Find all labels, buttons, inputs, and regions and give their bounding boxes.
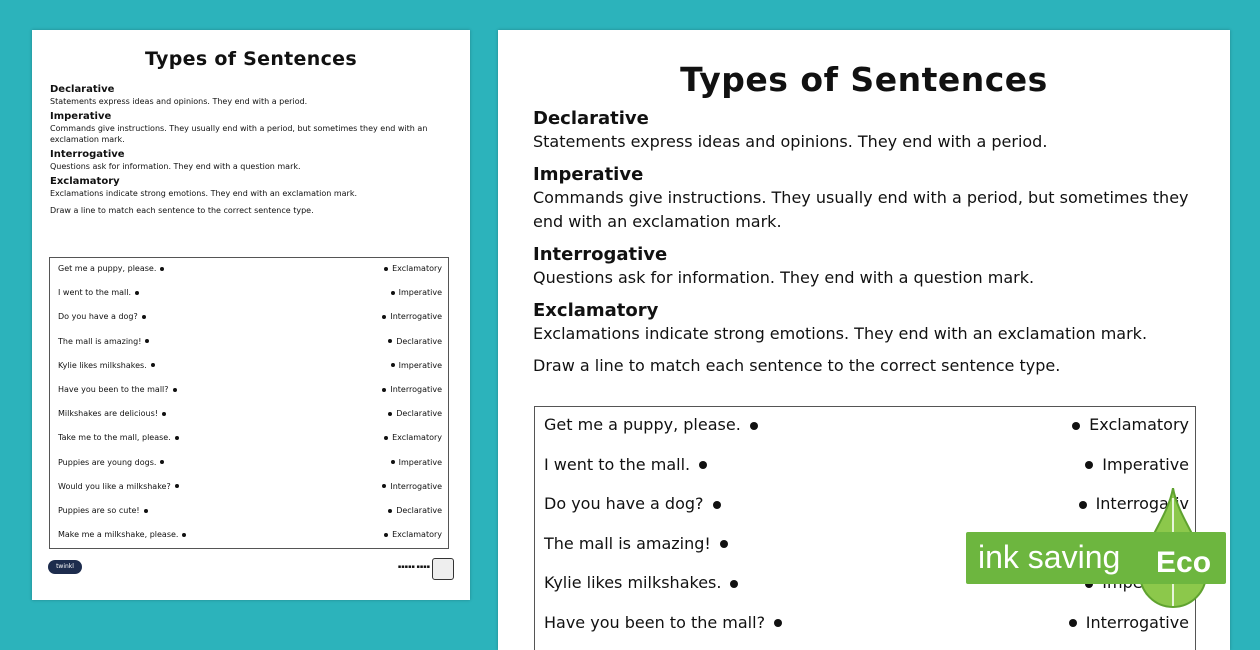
text-declarative: Statements express ideas and opinions. They end with a period. (533, 132, 1048, 151)
match-dot[interactable] (142, 315, 146, 319)
sentence (544, 573, 747, 592)
match-dot[interactable] (144, 509, 148, 513)
match-row (58, 478, 442, 498)
sentence-type (387, 361, 442, 370)
text-exclamatory: Exclamations indicate strong emotions. They end with an exclamation mark. (50, 189, 358, 198)
match-dot[interactable] (175, 484, 179, 488)
sentence-type (380, 264, 442, 273)
heading-interrogative: Interrogative (533, 244, 668, 265)
match-dot[interactable] (160, 267, 164, 271)
match-dot[interactable] (151, 363, 155, 367)
footer (48, 558, 454, 578)
sentence (544, 455, 716, 474)
eco-label: Eco (1156, 546, 1212, 579)
sentence (58, 288, 143, 297)
heading-declarative: Declarative (533, 108, 649, 129)
type-text: Declarative (396, 409, 442, 419)
sentence (544, 613, 791, 632)
match-dot[interactable] (382, 484, 386, 488)
match-dot[interactable] (384, 267, 388, 271)
match-row (544, 411, 1189, 441)
type-text: Exclamatory (392, 433, 442, 443)
match-dot[interactable] (162, 412, 166, 416)
sentence (544, 415, 767, 434)
sentence (58, 458, 168, 467)
match-row (58, 333, 442, 353)
match-dot[interactable] (382, 315, 386, 319)
heading-exclamatory: Exclamatory (533, 300, 659, 321)
ink-saving-badge[interactable] (966, 488, 1260, 618)
sentence (58, 409, 170, 418)
heading-interrogative: Interrogative (50, 149, 125, 160)
sentence-text: Puppies are young dogs. (58, 457, 157, 467)
match-row (58, 308, 442, 328)
match-dot[interactable] (145, 339, 149, 343)
ink-saving-label: ink saving (978, 539, 1121, 575)
page-title: Types of Sentences (145, 48, 357, 70)
sentence (544, 534, 737, 553)
sentence (58, 530, 190, 539)
type-text: Exclamatory (392, 264, 442, 273)
match-row (544, 451, 1189, 481)
type-text: Imperative (398, 288, 442, 298)
match-dot[interactable] (382, 388, 386, 392)
sentence-text: Do you have a dog? (544, 494, 704, 513)
sentence-type (380, 530, 442, 539)
heading-exclamatory: Exclamatory (50, 176, 120, 187)
sentence-text: Make me a milkshake, please. (58, 530, 179, 540)
match-row (58, 526, 442, 546)
sentence-text: I went to the mall. (58, 288, 132, 298)
sentence-text: Take me to the mall, please. (58, 433, 171, 443)
sentence (58, 264, 168, 273)
sentence-text: Kylie likes milkshakes. (58, 360, 147, 370)
match-dot[interactable] (388, 339, 392, 343)
match-dot[interactable] (750, 422, 758, 430)
sentence (58, 506, 152, 515)
match-dot[interactable] (391, 291, 395, 295)
sentence-text: Have you been to the mall? (58, 385, 169, 394)
sentence (58, 482, 183, 491)
sentence-type (1063, 415, 1189, 434)
type-text: Imperative (398, 360, 442, 370)
sentence-type (1076, 455, 1189, 474)
match-dot[interactable] (384, 436, 388, 440)
sentence-text: Have you been to the mall? (544, 612, 766, 632)
printer-icon (432, 558, 454, 580)
definitions-large (533, 108, 1193, 378)
match-dot[interactable] (135, 291, 139, 295)
heading-declarative: Declarative (50, 84, 115, 95)
type-text: Interrogativ (1095, 494, 1189, 513)
sentence-type (378, 482, 442, 491)
instruction: Draw a line to match each sentence to the correct sentence type. (50, 206, 314, 215)
heading-imperative: Imperative (50, 111, 112, 122)
sentence-text: Milkshakes are delicious! (58, 409, 158, 419)
match-row (58, 502, 442, 522)
sentence (58, 337, 153, 346)
sentence (58, 312, 150, 321)
match-row (58, 284, 442, 304)
text-interrogative: Questions ask for information. They end with a question mark. (533, 268, 1035, 287)
sentence (58, 433, 183, 442)
match-dot[interactable] (388, 509, 392, 513)
footer-text: ▪▪▪▪▪ ▪▪▪▪ (397, 564, 430, 570)
type-text: Interrogative (390, 385, 442, 394)
sentence-text: I went to the mall. (544, 454, 691, 474)
twinkl-logo: twinkl (48, 560, 82, 574)
heading-imperative: Imperative (533, 164, 644, 185)
match-dot[interactable] (384, 533, 388, 537)
text-imperative: Commands give instructions. They usually end with a period, but sometimes they end with an exclamation mark. (533, 188, 1189, 231)
sentence-text: The mall is amazing! (58, 336, 142, 346)
match-dot[interactable] (182, 533, 186, 537)
sentence (58, 385, 181, 394)
match-dot[interactable] (1072, 422, 1080, 430)
type-text: Declarative (396, 506, 442, 515)
definitions (50, 80, 454, 216)
match-row (58, 429, 442, 449)
sentence-type (384, 409, 442, 418)
instruction: Draw a line to match each sentence to the correct sentence type. (533, 356, 1061, 375)
type-text: Imperative (398, 457, 442, 467)
text-exclamatory: Exclamations indicate strong emotions. They end with an exclamation mark. (533, 324, 1148, 343)
sentence-text: Would you like a milkshake? (58, 481, 171, 491)
sentence (58, 361, 159, 370)
text-declarative: Statements express ideas and opinions. They end with a period. (50, 97, 308, 106)
match-dot[interactable] (1085, 461, 1093, 469)
match-row (58, 381, 442, 401)
match-dot[interactable] (699, 461, 707, 469)
match-dot[interactable] (774, 619, 782, 627)
match-dot[interactable] (175, 436, 179, 440)
worksheet-thumbnail[interactable] (32, 30, 470, 600)
sentence-text: Puppies are so cute! (58, 506, 140, 515)
type-text: Interrogative (1085, 612, 1189, 632)
match-dot[interactable] (720, 540, 728, 548)
sentence-type (380, 433, 442, 442)
matching-box (49, 257, 449, 549)
sentence-text: Do you have a dog? (58, 312, 138, 322)
sentence-type (378, 312, 442, 321)
match-dot[interactable] (391, 363, 395, 367)
match-dot[interactable] (391, 460, 395, 464)
match-dot[interactable] (730, 580, 738, 588)
text-interrogative: Questions ask for information. They end with a question mark. (50, 162, 301, 171)
type-text: Exclamatory (1089, 415, 1189, 434)
match-row (58, 405, 442, 425)
sentence-type (387, 458, 442, 467)
page-title-large: Types of Sentences (680, 60, 1048, 99)
match-row (58, 454, 442, 474)
sentence-text: Kylie likes milkshakes. (544, 573, 722, 592)
match-row (58, 260, 442, 280)
sentence-type (378, 385, 442, 394)
text-imperative: Commands give instructions. They usually end with a period, but sometimes they end with an exclamation mark. (50, 124, 428, 144)
match-dot[interactable] (160, 460, 164, 464)
type-text: Interrogative (390, 481, 442, 491)
match-dot[interactable] (388, 412, 392, 416)
type-text: Imperative (1102, 454, 1189, 474)
sentence-text: The mall is amazing! (544, 533, 711, 553)
sentence-type (384, 506, 442, 515)
type-text: Declarative (396, 336, 442, 346)
sentence-type (384, 337, 442, 346)
sentence-text: Get me a puppy, please. (544, 415, 741, 434)
match-dot[interactable] (173, 388, 177, 392)
type-text: Exclamatory (392, 530, 442, 540)
match-dot[interactable] (1069, 619, 1077, 627)
sentence-text: Get me a puppy, please. (58, 264, 157, 273)
sentence-type (387, 288, 442, 297)
match-row (58, 357, 442, 377)
type-text: Interrogative (390, 312, 442, 322)
match-dot[interactable] (713, 501, 721, 509)
sentence (544, 494, 730, 513)
